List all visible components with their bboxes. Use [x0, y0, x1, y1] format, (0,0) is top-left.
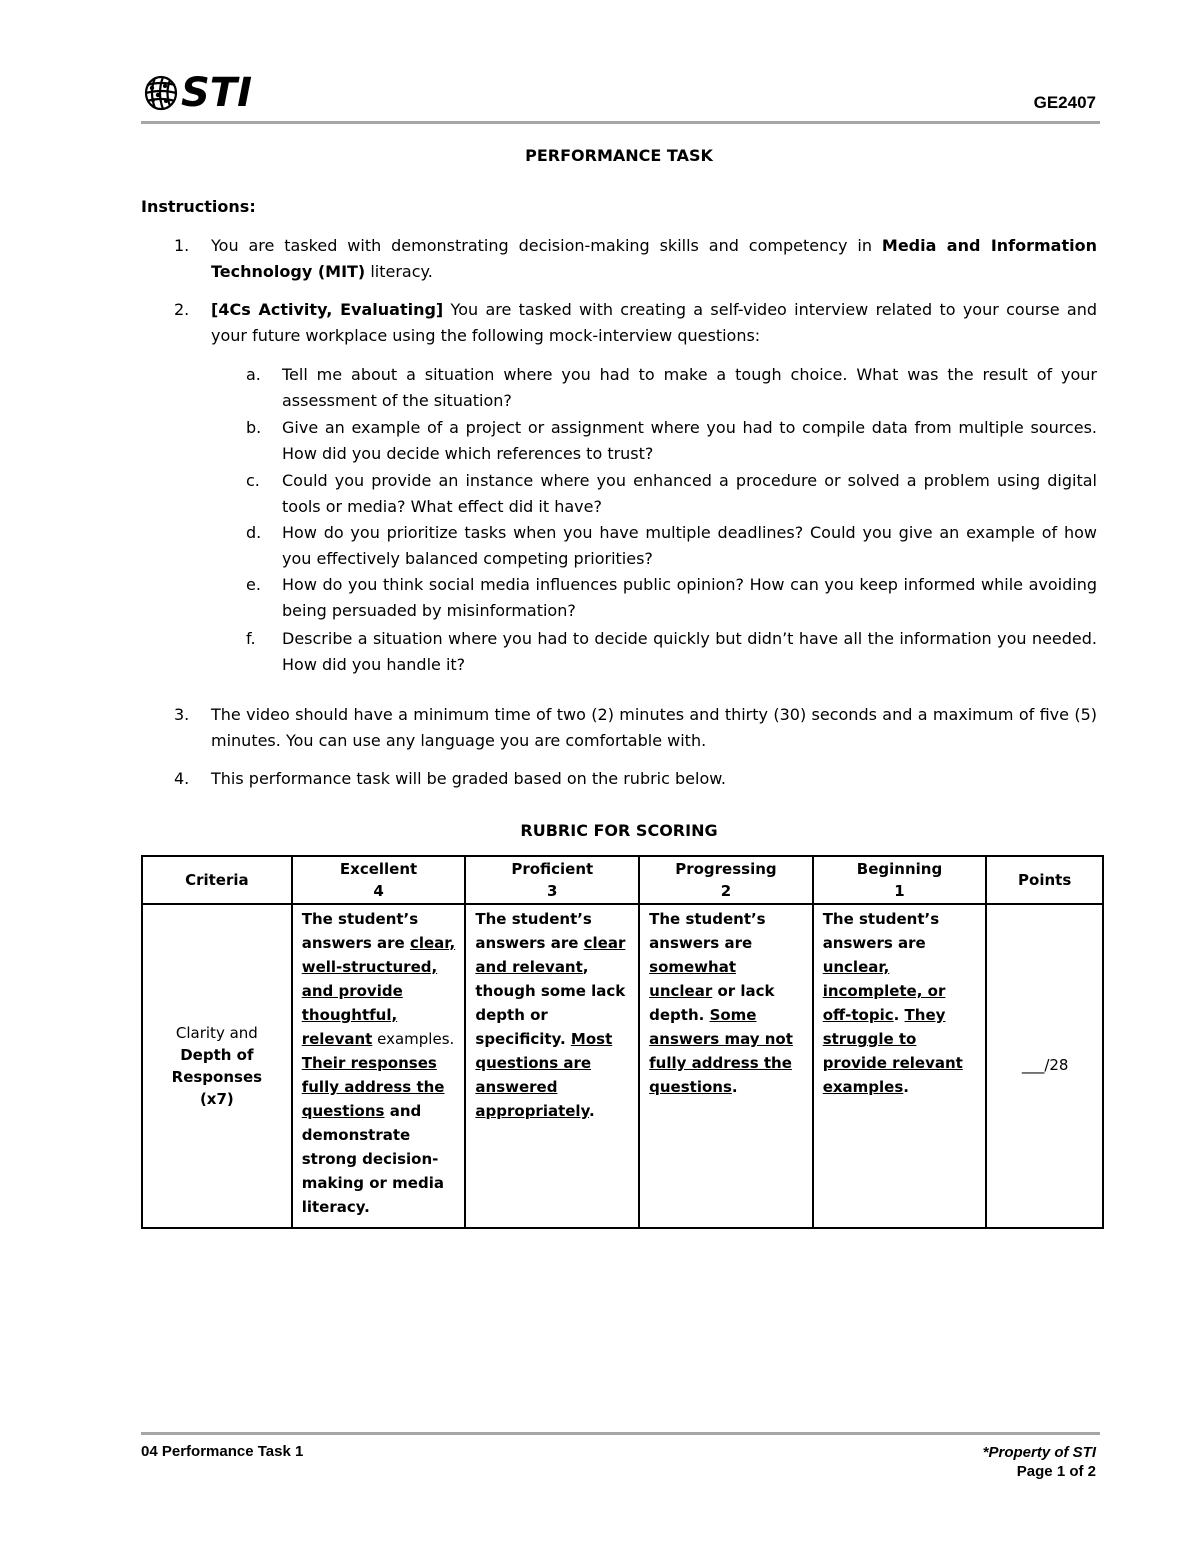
rubric-header-row	[142, 856, 1103, 904]
text-run: .	[903, 1078, 909, 1096]
criteria-cell	[142, 904, 292, 1228]
text-run: You are tasked with creating a self-video interview related to your course and your future workplace using the following mock-interview questions:	[211, 300, 1098, 345]
page-number: Page 1 of 2	[1016, 1463, 1096, 1480]
text-run: .	[893, 1006, 905, 1024]
progressing-cell	[639, 904, 813, 1228]
rubric-title: RUBRIC FOR SCORING	[520, 821, 718, 840]
question-letter: e.	[246, 575, 261, 594]
criteria-label: Responses	[171, 1068, 263, 1086]
instructions-heading: Instructions:	[141, 197, 256, 216]
text-run: The student’s answers are	[475, 910, 592, 952]
beginning-cell	[813, 904, 987, 1228]
globe-icon	[143, 73, 179, 113]
question-text: How do you prioritize tasks when you have multiple deadlines? Could you give an example of how you effectively balanced competing priorities?	[282, 523, 1097, 568]
underlined-text: unclear, incomplete, or off-topic	[822, 958, 946, 1024]
item-text	[211, 702, 1097, 754]
header-label: Progressing	[675, 860, 777, 878]
underlined-text: Most questions are answered appropriately	[475, 1030, 613, 1120]
question-letter: b.	[246, 418, 262, 437]
text-run: The student’s answers are	[301, 910, 419, 952]
header-score: 3	[547, 882, 558, 900]
header-label: Criteria	[185, 871, 249, 889]
header-beginning	[813, 856, 987, 904]
footer-property: *Property of STI	[982, 1444, 1096, 1461]
question-text: Tell me about a situation where you had to make a tough choice. What was the result of your assessment of the situation?	[282, 365, 1097, 410]
footer-document-name: 04 Performance Task 1	[141, 1443, 304, 1460]
rubric-table	[141, 855, 1104, 1229]
question-letter: f.	[246, 629, 256, 648]
text-run: , though some lack depth or specificity.	[475, 958, 626, 1048]
text-run: or lack depth.	[649, 982, 775, 1024]
document-code: GE2407	[1033, 93, 1096, 112]
header-excellent	[292, 856, 466, 904]
header-label: Excellent	[339, 860, 418, 878]
header-points	[986, 856, 1103, 904]
header-label: Beginning	[856, 860, 943, 878]
header-criteria	[142, 856, 292, 904]
text-run: You are tasked with demonstrating decision-making skills and competency in	[211, 236, 882, 255]
proficient-cell	[465, 904, 639, 1228]
criteria-multiplier: (x7)	[199, 1090, 234, 1108]
header-score: 2	[720, 882, 732, 900]
sti-logo	[143, 70, 252, 116]
question-letter: a.	[246, 365, 261, 384]
item-number: 1.	[174, 236, 190, 255]
underlined-text: somewhat unclear	[649, 958, 737, 1000]
header-progressing	[639, 856, 813, 904]
points-cell	[986, 904, 1103, 1228]
question-letter: c.	[246, 471, 260, 490]
text-run: The student’s answers are	[822, 910, 940, 952]
item-text	[211, 297, 1097, 349]
header-score: 4	[373, 882, 384, 900]
text-run: .	[588, 1102, 595, 1120]
underlined-text: Their responses fully address the questions	[301, 1054, 445, 1120]
bold-text-run: Media and Information Technology (MIT)	[211, 236, 1097, 281]
underlined-text: Some answers may not fully address the questions	[649, 1006, 793, 1096]
underlined-text: clear and relevant	[475, 934, 626, 976]
underlined-text: They struggle to provide relevant examples	[822, 1006, 963, 1096]
question-text: Give an example of a project or assignment where you had to compile data from multiple sources. How did you decide which references to trust?	[282, 418, 1097, 463]
criteria-label: Depth of	[180, 1046, 254, 1064]
page-title: PERFORMANCE TASK	[525, 146, 713, 165]
item-text	[211, 233, 1097, 285]
item-number: 4.	[174, 769, 190, 788]
text-run: examples.	[372, 1030, 455, 1048]
underlined-text: clear, well-structured, and provide thoughtful, relevant	[301, 934, 456, 1048]
item-number: 3.	[174, 705, 190, 724]
header-score: 1	[894, 882, 905, 900]
text-run: .	[731, 1078, 738, 1096]
text-run: literacy.	[365, 262, 433, 281]
rubric-row	[142, 904, 1103, 1228]
bold-text-run: [4Cs Activity, Evaluating]	[211, 300, 444, 319]
logo-wordmark: STI	[181, 70, 252, 116]
question-text: Describe a situation where you had to decide quickly but didn’t have all the information you needed. How did you handle it?	[282, 629, 1097, 674]
question-text: How do you think social media influences public opinion? How can you keep informed while avoiding being persuaded by misinformation?	[282, 575, 1097, 620]
footer-divider	[141, 1432, 1100, 1435]
item-number: 2.	[174, 300, 190, 319]
header-label: Points	[1018, 871, 1072, 889]
question-text: Could you provide an instance where you enhanced a procedure or solved a problem using digital tools or media? What effect did it have?	[282, 471, 1097, 516]
header-label: Proficient	[511, 860, 594, 878]
points-value: ___/28	[1021, 1056, 1069, 1074]
text-run: This performance task will be graded based on the rubric below.	[211, 769, 726, 788]
item-text	[211, 766, 1097, 792]
footer-right	[983, 1443, 1096, 1481]
text-run: The student’s answers are	[649, 910, 766, 952]
criteria-label: Clarity and	[175, 1024, 258, 1042]
excellent-cell	[292, 904, 466, 1228]
text-run: and demonstrate strong decision-making or media literacy.	[301, 1102, 444, 1216]
text-run: The video should have a minimum time of two (2) minutes and thirty (30) seconds and a maximum of five (5) minutes. You can use any language you are comfortable with.	[211, 705, 1097, 750]
header-proficient	[465, 856, 639, 904]
header-divider	[141, 121, 1100, 124]
question-letter: d.	[246, 523, 262, 542]
